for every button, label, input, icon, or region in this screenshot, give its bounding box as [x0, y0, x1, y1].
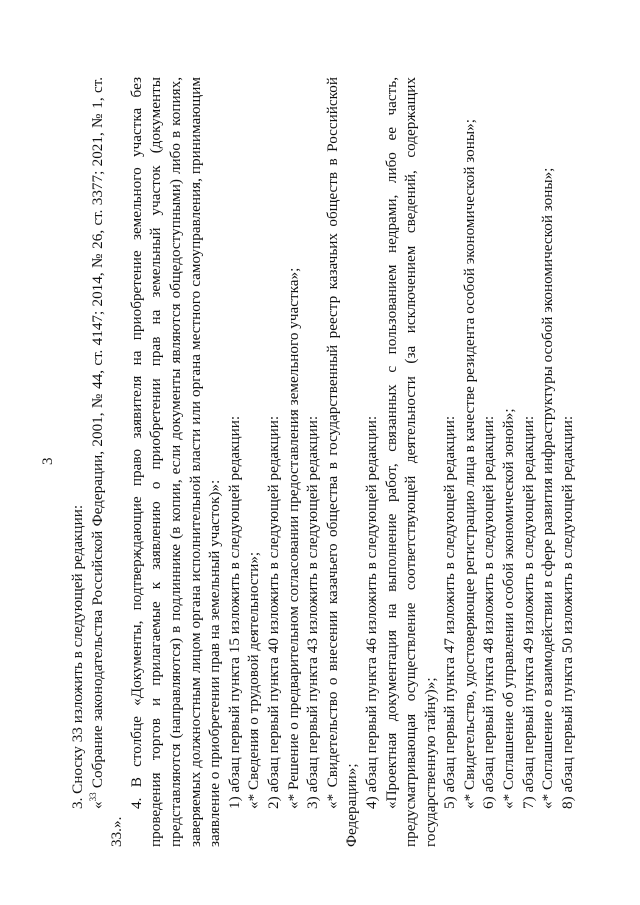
- paragraph-item-4: 4. В столбце «Документы, подтверждающие право заявителя на приобретение земельного участка без проведения торгов и прилагаемые к заявлению о приобретении прав на земельный участок (документы представляются (направляются) в подлиннике (в копии, если документы являются общедоступными) либо в копиях, заверяемых должностным лицом органа исполнительной власти или органа местного самоуправления, принимающим заявление о приобретении прав на земельный участок)»:: [127, 77, 224, 847]
- paragraph-subitem-1: 1) абзац первый пункта 15 изложить в следующей редакции:: [225, 415, 243, 809]
- paragraph-subitem-5: 5) абзац первый пункта 47 изложить в следующей редакции:: [441, 415, 459, 809]
- paragraph-subitem-4: 4) абзац первый пункта 46 изложить в следующей редакции:: [362, 415, 380, 809]
- paragraph-subitem-6: 6) абзац первый пункта 48 изложить в следующей редакции:: [480, 415, 498, 809]
- paragraph-subitem-3: 3) абзац первый пункта 43 изложить в следующей редакции:: [304, 415, 322, 809]
- paragraph-footnote-heading: 3. Сноску 33 изложить в следующей редакции:: [69, 504, 86, 809]
- paragraph-quote-1: «* Сведения о трудовой деятельности»;: [245, 551, 263, 809]
- paragraph-footnote-text: «$^{33}$ Собрание законодательства Российской Федерации, 2001, № 44, ст. 4147; 2014, № 26, ст. 3377; 2021, № 1, ст. 33.».: [87, 77, 126, 847]
- paragraph-quote-5: «* Свидетельство, удостоверяющее регистрацию лица в качестве резидента особой экономической зоны»;: [460, 119, 478, 809]
- document-body: [68, 77, 577, 847]
- paragraph-quote-3: «* Свидетельство о внесении казачьего общества в государственный реестр казачьих обществ в Российской Федерации»;: [323, 77, 361, 847]
- paragraph-quote-2: «* Решение о предварительном согласовании предоставления земельного участка»;: [284, 267, 302, 809]
- page-number: 3: [40, 457, 56, 465]
- footnote-marker: 33: [87, 792, 98, 802]
- paragraph-quote-4: «Проектная документация на выполнение работ, связанных с пользованием недрами, либо ее часть, предусматривающая осуществление соответствующей деятельности (за исключением сведений, содержащих государственную тайну)»;: [382, 77, 439, 847]
- paragraph-subitem-2: 2) абзац первый пункта 40 изложить в следующей редакции:: [264, 415, 282, 809]
- paragraph-quote-6: «* Соглашение об управлении особой экономической зоной»;: [500, 408, 518, 809]
- paragraph-quote-7: «* Соглашение о взаимодействии в сфере развития инфраструктуры особой экономической зоны»;: [539, 167, 557, 809]
- paragraph-subitem-7: 7) абзац первый пункта 49 изложить в следующей редакции:: [519, 415, 537, 809]
- paragraph-subitem-8: 8) абзац первый пункта 50 изложить в следующей редакции:: [558, 415, 576, 809]
